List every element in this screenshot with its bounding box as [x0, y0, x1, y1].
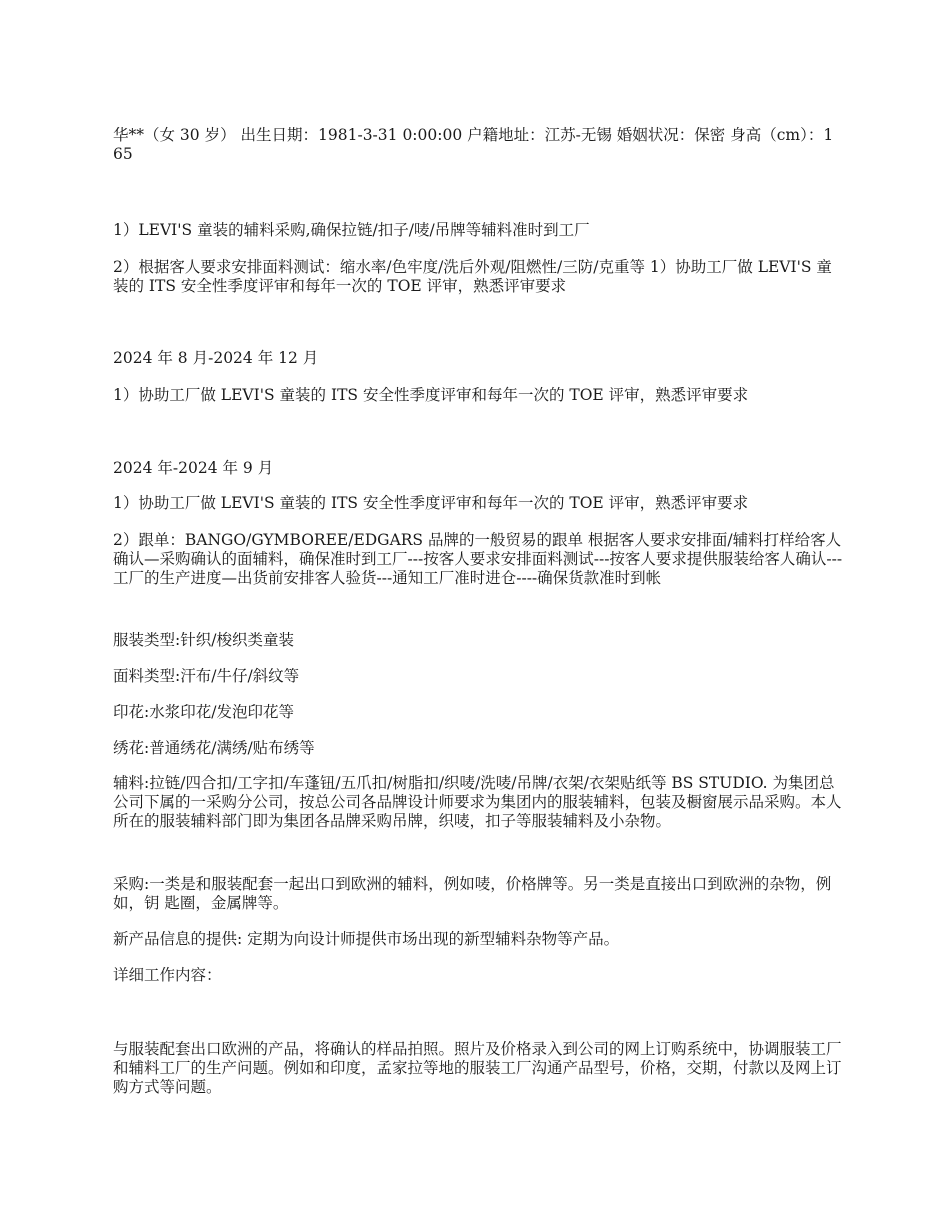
new-products-info: 新产品信息的提供: 定期为向设计师提供市场出现的新型辅料杂物等产品。: [113, 930, 620, 948]
details-content: 与服装配套出口欧洲的产品，将确认的样品拍照。照片及价格录入到公司的网上订购系统中，协调服装工厂和辅料工厂的生产问题。例如和印度，孟家拉等地的服装工厂沟通产品型号，价格，交期，付款以及网上订购方式等问题。: [113, 1040, 842, 1096]
garment-type: 服装类型:针织/梭织类童装: [113, 631, 294, 649]
section2-item-1: 1）协助工厂做 LEVI'S 童装的 ITS 安全性季度评审和每年一次的 TOE 评审，熟悉评审要求: [113, 386, 749, 404]
details-label: 详细工作内容：: [113, 966, 222, 984]
section3-period: 2024 年-2024 年 9 月: [113, 459, 274, 477]
fabric-type: 面料类型:汗布/牛仔/斜纹等: [113, 667, 300, 685]
embroidery-type: 绣花:普通绣花/满绣/贴布绣等: [113, 739, 315, 757]
profile-summary: 华**（女 30 岁） 出生日期：1981-3-31 0:00:00 户籍地址：江苏-无锡 婚姻状况：保密 身高（cm）：165: [113, 126, 834, 163]
section1-item-1: 1）LEVI'S 童装的辅料采购,确保拉链/扣子/唛/吊牌等辅料准时到工厂: [113, 221, 590, 239]
accessories-description: 辅料:拉链/四合扣/工字扣/车蓬钮/五爪扣/树脂扣/织唛/洗唛/吊牌/衣架/衣架贴纸等 BS STUDIO. 为集团总公司下属的一采购分公司，按总公司各品牌设计师要求为集团内的服装辅料，包装及橱窗展示品采购。本人所在的服装辅料部门即为集团各品牌采购吊牌，织唛，扣子等服装辅料及小杂物。: [113, 774, 842, 830]
printing-type: 印花:水浆印花/发泡印花等: [113, 703, 294, 721]
section1-item-2: 2）根据客人要求安排面料测试：缩水率/色牢度/洗后外观/阻燃性/三防/克重等 1）协助工厂做 LEVI'S 童装的 ITS 安全性季度评审和每年一次的 TOE 评审，熟悉评审要求: [113, 258, 832, 295]
section3-item-2: 2）跟单：BANGO/GYMBOREE/EDGARS 品牌的一般贸易的跟单 根据客人要求安排面/辅料打样给客人确认—采购确认的面辅料，确保准时到工厂---按客人要求安排面料测试---按客人要求提供服装给客人确认---工厂的生产进度—出货前安排客人验货---通知工厂准时进仓----确保货款准时到帐: [113, 531, 843, 587]
section3-item-1: 1）协助工厂做 LEVI'S 童装的 ITS 安全性季度评审和每年一次的 TOE 评审，熟悉评审要求: [113, 494, 749, 512]
procurement-description: 采购:一类是和服装配套一起出口到欧洲的辅料，例如唛，价格牌等。另一类是直接出口到欧洲的杂物，例如，钥 匙圈，金属牌等。: [113, 875, 832, 912]
section2-period: 2024 年 8 月-2024 年 12 月: [113, 349, 319, 367]
